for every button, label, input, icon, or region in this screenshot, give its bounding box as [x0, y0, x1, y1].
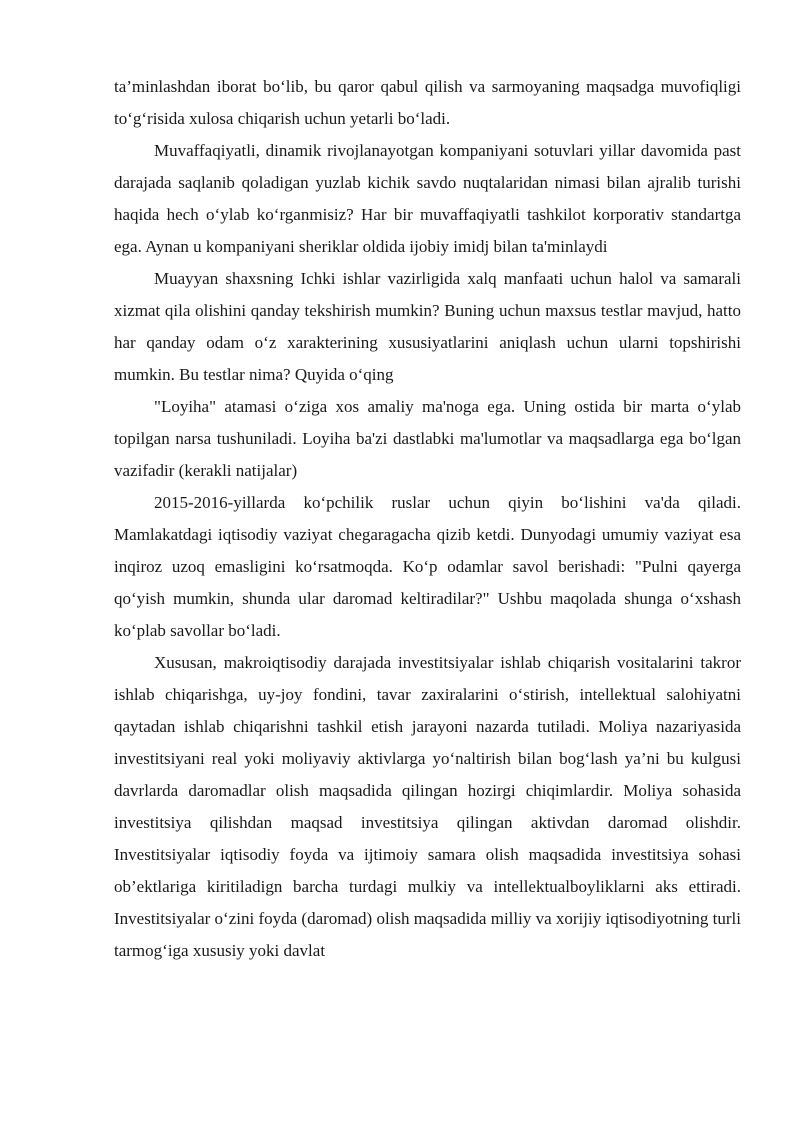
document-page — [114, 71, 741, 967]
paragraph-company-success: Muvaffaqiyatli, dinamik rivojlanayotgan kompaniyani sotuvlari yillar davomida past darajada saqlanib qoladigan yuzlab kichik savdo nuqtalaridan nimasi bilan ajralib turishi haqida hech o‘ylab ko‘rganmisiz? Har bir muvaffaqiyatli tashkilot korporativ standartga ega. Aynan u kompaniyani sheriklar oldida ijobiy imidj bilan ta'minlaydi — [114, 141, 741, 256]
paragraph-economic-situation: 2015-2016-yillarda ko‘pchilik ruslar uchun qiyin bo‘lishini va'da qiladi. Mamlakatdagi iqtisodiy vaziyat chegaragacha qizib ketdi. Dunyodagi umumiy vaziyat esa inqiroz uzoq emasligini ko‘rsatmoqda. Ko‘p odamlar savol berishadi: "Pulni qayerga qo‘yish mumkin, shunda ular daromad keltiradilar?" Ushbu maqolada shunga o‘xshash ko‘plab savollar bo‘ladi. — [114, 493, 741, 640]
paragraph-project-term: "Loyiha" atamasi o‘ziga xos amaliy ma'noga ega. Uning ostida bir marta o‘ylab topilgan narsa tushuniladi. Loyiha ba'zi dastlabki ma'lumotlar va maqsadlarga ega bo‘lgan vazifadir (kerakli natijalar) — [114, 397, 741, 480]
paragraph-continuation: ta’minlashdan iborat bo‘lib, bu qaror qabul qilish va sarmoyaning maqsadga muvofiqligi to‘g‘risida xulosa chiqarish uchun yetarli bo‘ladi. — [114, 77, 741, 128]
paragraph-investments: Xususan, makroiqtisodiy darajada investitsiyalar ishlab chiqarish vositalarini takror ishlab chiqarishga, uy-joy fondini, tavar zaxiralarini o‘stirish, intellektual salohiyatni qaytadan ishlab chiqarishni tashkil etish jarayoni nazarda tutiladi. Moliya nazariyasida investitsiyani real yoki moliyaviy aktivlarga yo‘naltirish bilan bog‘lash ya’ni bu kulgusi davrlarda daromadlar olish maqsadida qilingan hozirgi chiqimlardir. Moliya sohasida investitsiya qilishdan maqsad investitsiya qilingan aktivdan daromad olishdir. Investitsiyalar iqtisodiy foyda va ijtimoiy samara olish maqsadida investitsiya sohasi ob’ektlariga kiritiladign barcha turdagi mulkiy va intellektualboyliklarni aks ettiradi. Investitsiyalar o‘zini foyda (daromad) olish maqsadida milliy va xorijiy iqtisodiyotning turli tarmog‘iga xususiy yoki davlat — [114, 653, 741, 960]
paragraph-ministry-tests: Muayyan shaxsning Ichki ishlar vazirligida xalq manfaati uchun halol va samarali xizmat qila olishini qanday tekshirish mumkin? Buning uchun maxsus testlar mavjud, hatto har qanday odam o‘z xarakterining xususiyatlarini aniqlash uchun ularni topshirishi mumkin. Bu testlar nima? Quyida o‘qing — [114, 269, 741, 384]
